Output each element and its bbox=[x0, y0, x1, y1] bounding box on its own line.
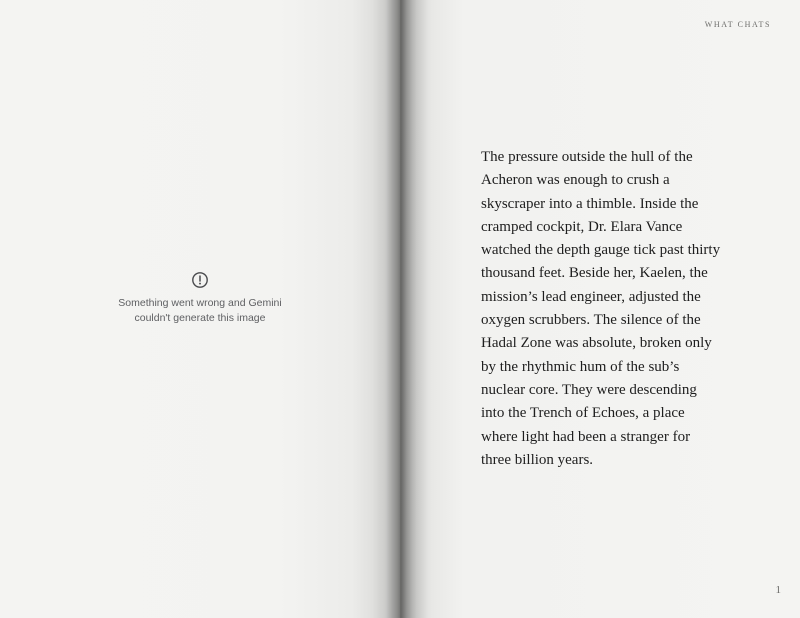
paragraph-line: into the Trench of Echoes, a place bbox=[481, 405, 685, 422]
paragraph-line: cramped cockpit, Dr. Elara Vance bbox=[481, 218, 683, 235]
story-paragraph bbox=[481, 146, 781, 472]
paragraph-line: The pressure outside the hull of the bbox=[481, 149, 693, 165]
paragraph-line: Acheron was enough to crush a bbox=[481, 172, 670, 189]
paragraph-line: where light had been a stranger for bbox=[481, 428, 691, 445]
page-number: 1 bbox=[775, 584, 781, 596]
running-head: WHAT CHATS bbox=[704, 20, 771, 29]
paragraph-line: thousand feet. Beside her, Kaelen, the bbox=[481, 265, 708, 282]
paragraph-line: oxygen scrubbers. The silence of the bbox=[481, 312, 701, 329]
paragraph-line: skyscraper into a thimble. Inside the bbox=[481, 195, 699, 212]
paragraph-line: by the rhythmic hum of the sub’s bbox=[481, 358, 680, 375]
paragraph-line: watched the depth gauge tick past thirty bbox=[481, 242, 721, 259]
paragraph-line: mission’s lead engineer, adjusted the bbox=[481, 288, 701, 305]
paragraph-line: three billion years. bbox=[481, 451, 594, 468]
error-message-line-2: couldn't generate this image bbox=[134, 312, 266, 324]
error-message-line-1: Something went wrong and Gemini bbox=[118, 297, 282, 309]
alert-circle-icon bbox=[191, 271, 209, 289]
image-generation-error bbox=[100, 271, 300, 326]
paragraph-line: nuclear core. They were descending bbox=[481, 381, 697, 398]
paragraph-line: Hadal Zone was absolute, broken only bbox=[481, 335, 712, 352]
